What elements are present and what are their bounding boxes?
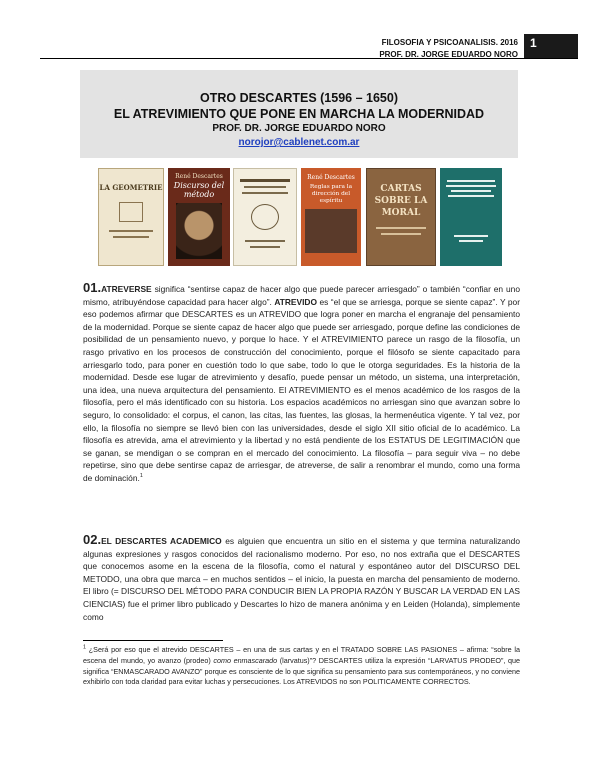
section-02 [83,534,520,623]
email-link[interactable]: norojor@cablenet.com.ar [238,137,360,148]
paragraph-text: es “el que se arriesga, porque se siente capaz”. Y por eso podemos afirmar que DESCARTES es un ATREVIDO que logra poner en marcha el engranaje del pensamiento de la modernidad. Porque se siente capaz de hacer algo que puede ser arriesgado, porque define las condiciones de posibilidad de un pensamiento nuevo, y porque lo hace. Y el ATREVIMIENTO parece un rasgo de la filosofía, un rasgo privativo en los procesos de construcción del conocimiento, porque el filósofo se siente capacitado para arriesgarlo todo, para poner en cuestión todo lo que sabe, todo lo que le otorga seguridades. Es la historia de la modernidad. Desde ese lugar de atrevimiento y desafío, puede pensar un método, un sistema, una interpretación, una idea, una nueva arquitectura del pensamiento. El ATREVIMIENTO es el menos académico de los rasgos de la filosofía, pero el más identificado con su historia. Los espacios académicos no arriesgan sino que avanzan sobre lo seguro, lo consolidado: el corpus, el canon, las citas, las fuentes, las glosas, la hermenéutica vigente. Y tal vez, por ello, la filosofía no siempre se llevó bien con las universidades, desde el siglo XII sitio oficial de lo académico. La filosofía es atrevida, ama el atrevimiento y la libertad y no está pendiente de los ESTATUS DE LEGITIMACIÓN que se ganan, se mendigan o se compran en el mercado del conocimiento. La filosofía – para seguir viva – no debe repetirse, sino que debe sentirse capaz de arriesgar, de atreverse, de salir a renombrar el mundo, como una forma de dominación. [83,296,520,483]
header-author: PROF. DR. JORGE EDUARDO NORO [379,50,518,59]
paragraph-text: es alguien que encuentra un sitio en el sistema y que termina naturalizando algunas expresiones y rasgos conocidos del racionalismo moderno. Por eso, no nos extraña que el DESCARTES que conocemos asome en la escena de la filosofía, como el natural y espontáneo autor del DISCURSO DEL METODO, una obra que marca – en muchos sentidos – el inicio, la puesta en marcha del pensamiento de moderno. El libro (= DISCURSO DEL MÉTODO PARA CONDUCIR BIEN LA PROPIA RAZÓN Y BUSCAR LA VERDAD EN LAS CIENCIAS) fue el primer libro publicado y Descartes lo hizo de manera anónima y en Leiden (Holanda), simplemente como [83,536,520,622]
book-author: René Descartes [175,173,223,180]
book-title: LA GEOMETRIE [99,183,163,192]
footnote [83,645,520,688]
book-cover-green [440,168,502,266]
footnote-text-b: (larvatus)”? DESCARTES utiliza la expresión “LARVATUS PRODEO”, que significa “ENMASCARADO AVANZO” porque es consciente de lo que significa su pensamiento para sus contemporáneos, y no conviene exhibirlo con toda claridad para evitar luchas y persecuciones. Los ATREVIDOS no son POLITICAMENTE CORRECTOS. [83,655,520,687]
book-cover-geometrie [98,168,164,266]
book-cover-cartas [366,168,436,266]
book-title: Reglas para la dirección del espíritu [309,184,353,204]
title-line-1: OTRO DESCARTES (1596 – 1650) [200,91,398,105]
book-title: Discurso del método [173,181,225,199]
header-divider [40,58,578,59]
section-02-paragraph [83,534,520,623]
book-title: CARTAS SOBRE LA MORAL [374,184,428,218]
keyword-atreverse: ATREVERSE [101,284,152,294]
footnote-text-a: ¿Será por eso que el atrevido DESCARTES – en una de sus cartas y en el TRATADO SOBRE LAS PASIONES – afirma: “sobre la escena del mundo, yo avanzo (prodeo) [83,645,520,665]
footnote-divider [83,640,223,641]
section-01 [83,282,520,485]
author-name: PROF. DR. JORGE EDUARDO NORO [212,123,386,134]
book-cover-old [233,168,297,266]
footnote-number: 1 [83,644,87,651]
title-block [80,70,518,158]
book-cover-discurso [168,168,230,266]
footnote-italic: como enmascarado [213,655,278,665]
section-number: 01. [83,280,102,295]
keyword-descartes-academico: EL DESCARTES ACADEMICO [101,536,222,546]
section-01-paragraph [83,282,520,485]
section-number: 02. [83,532,102,547]
footnote-ref[interactable]: 1 [139,473,143,480]
book-author: René Descartes [307,174,355,181]
title-line-2: EL ATREVIMIENTO QUE PONE EN MARCHA LA MODERNIDAD [113,107,485,121]
book-cover-reglas [301,168,361,266]
paragraph-text: significa “sentirse capaz de hacer algo que puede parecer arriesgado” o también “confiar en uno mismo, atribuyéndose capacidad para hacer algo”. [83,284,520,307]
cover-image [305,209,357,253]
page-number: 1 [524,34,578,58]
portrait-image [176,203,222,259]
keyword-atrevido: ATREVIDO [274,296,317,307]
footnote-text [83,645,520,688]
header-course: FILOSOFIA Y PSICOANALISIS. 2016 [381,38,518,47]
